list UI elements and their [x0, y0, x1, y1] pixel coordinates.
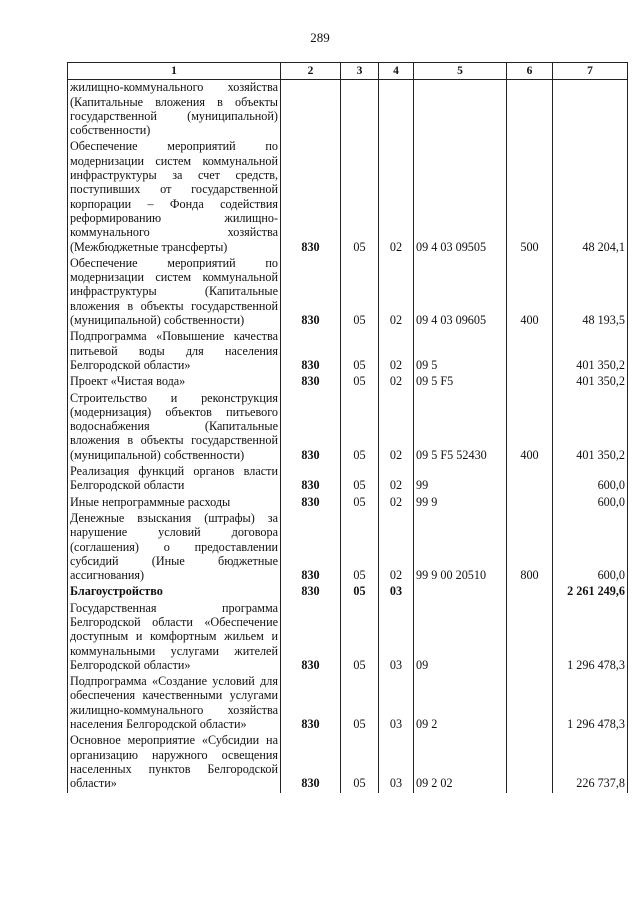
header-col-2: 2: [281, 63, 341, 80]
row-subsection-cell: 02: [379, 391, 414, 464]
header-col-4: 4: [379, 63, 414, 80]
row-amount-cell: 401 350,2: [553, 329, 628, 374]
row-admin-code-cell: 830: [281, 601, 341, 674]
row-subsection-cell: 03: [379, 584, 414, 600]
row-target-article-cell: 09 2 02: [414, 733, 507, 792]
row-section-cell: 05: [341, 139, 379, 255]
budget-table: [67, 62, 628, 793]
row-name-cell: Подпрограмма «Создание условий для обеспечения качественными услугами жилищно-коммунального хозяйства населения Белгородской области»: [68, 674, 281, 733]
row-section-cell: 05: [341, 256, 379, 329]
row-expense-type-cell: 400: [507, 256, 553, 329]
row-amount-cell: 600,0: [553, 511, 628, 584]
row-amount-cell: 600,0: [553, 464, 628, 495]
row-admin-code-cell: 830: [281, 495, 341, 511]
table-row: [68, 80, 628, 140]
row-target-article-cell: 09 4 03 09605: [414, 256, 507, 329]
row-expense-type-cell: [507, 80, 553, 140]
row-admin-code-cell: 830: [281, 733, 341, 792]
header-row: [68, 63, 628, 80]
row-name-cell: Подпрограмма «Повышение качества питьевой воды для населения Белгородской области»: [68, 329, 281, 374]
row-target-article-cell: 09 5 F5: [414, 374, 507, 390]
table-row: [68, 495, 628, 511]
row-subsection-cell: 03: [379, 733, 414, 792]
row-name-cell: Основное мероприятие «Субсидии на организацию наружного освещения населенных пунктов Белгородской области»: [68, 733, 281, 792]
row-subsection-cell: 02: [379, 256, 414, 329]
row-admin-code-cell: 830: [281, 674, 341, 733]
table-row: [68, 511, 628, 584]
table-row: [68, 674, 628, 733]
row-expense-type-cell: [507, 601, 553, 674]
row-amount-cell: 401 350,2: [553, 391, 628, 464]
table-row: [68, 391, 628, 464]
header-col-7: 7: [553, 63, 628, 80]
row-amount-cell: 2 261 249,6: [553, 584, 628, 600]
row-admin-code-cell: [281, 80, 341, 140]
row-admin-code-cell: 830: [281, 464, 341, 495]
row-admin-code-cell: 830: [281, 329, 341, 374]
table-row: [68, 139, 628, 255]
row-amount-cell: 600,0: [553, 495, 628, 511]
header-col-1: 1: [68, 63, 281, 80]
row-section-cell: 05: [341, 733, 379, 792]
row-section-cell: [341, 80, 379, 140]
row-subsection-cell: 02: [379, 329, 414, 374]
row-target-article-cell: 09 5: [414, 329, 507, 374]
table-row: [68, 733, 628, 792]
row-subsection-cell: 02: [379, 374, 414, 390]
row-section-cell: 05: [341, 374, 379, 390]
row-section-cell: 05: [341, 495, 379, 511]
row-expense-type-cell: 400: [507, 391, 553, 464]
row-subsection-cell: [379, 80, 414, 140]
row-expense-type-cell: 500: [507, 139, 553, 255]
row-name-cell: Реализация функций органов власти Белгородской области: [68, 464, 281, 495]
table-row: [68, 256, 628, 329]
row-section-cell: 05: [341, 674, 379, 733]
row-amount-cell: 48 204,1: [553, 139, 628, 255]
row-target-article-cell: 09 2: [414, 674, 507, 733]
header-col-5: 5: [414, 63, 507, 80]
row-target-article-cell: 99: [414, 464, 507, 495]
row-subsection-cell: 03: [379, 674, 414, 733]
row-name-cell: Обеспечение мероприятий по модернизации систем коммунальной инфраструктуры за счет средств, поступивших от государственной корпорации – Фонда содействия реформированию жилищно-коммунального хозяйства (Межбюджетные трансферты): [68, 139, 281, 255]
row-amount-cell: 226 737,8: [553, 733, 628, 792]
row-amount-cell: 1 296 478,3: [553, 674, 628, 733]
table-row: [68, 584, 628, 600]
row-name-cell: жилищно-коммунального хозяйства (Капитальные вложения в объекты государственной (муниципальной) собственности): [68, 80, 281, 140]
row-section-cell: 05: [341, 601, 379, 674]
row-admin-code-cell: 830: [281, 584, 341, 600]
row-subsection-cell: 02: [379, 464, 414, 495]
row-section-cell: 05: [341, 511, 379, 584]
header-col-3: 3: [341, 63, 379, 80]
row-amount-cell: 401 350,2: [553, 374, 628, 390]
row-target-article-cell: 99 9 00 20510: [414, 511, 507, 584]
row-subsection-cell: 03: [379, 601, 414, 674]
row-amount-cell: [553, 80, 628, 140]
page-number: 289: [310, 30, 330, 45]
row-admin-code-cell: 830: [281, 256, 341, 329]
row-name-cell: Обеспечение мероприятий по модернизации систем коммунальной инфраструктуры (Капитальные вложения в объекты государственной (муниципальной) собственности): [68, 256, 281, 329]
row-subsection-cell: 02: [379, 511, 414, 584]
row-expense-type-cell: [507, 674, 553, 733]
row-admin-code-cell: 830: [281, 139, 341, 255]
row-name-cell: Иные непрограммные расходы: [68, 495, 281, 511]
row-target-article-cell: 99 9: [414, 495, 507, 511]
row-expense-type-cell: [507, 495, 553, 511]
row-name-cell: Государственная программа Белгородской области «Обеспечение доступным и комфортным жильем и коммунальными услугами жителей Белгородской области»: [68, 601, 281, 674]
row-admin-code-cell: 830: [281, 374, 341, 390]
row-name-cell: Денежные взыскания (штрафы) за нарушение условий договора (соглашения) о предоставлении субсидий (Иные бюджетные ассигнования): [68, 511, 281, 584]
row-expense-type-cell: [507, 733, 553, 792]
row-target-article-cell: 09 5 F5 52430: [414, 391, 507, 464]
row-expense-type-cell: [507, 584, 553, 600]
row-name-cell: Проект «Чистая вода»: [68, 374, 281, 390]
row-target-article-cell: [414, 584, 507, 600]
row-section-cell: 05: [341, 584, 379, 600]
row-subsection-cell: 02: [379, 139, 414, 255]
row-section-cell: 05: [341, 391, 379, 464]
row-name-cell: Строительство и реконструкция (модернизация) объектов питьевого водоснабжения (Капитальные вложения в объекты государственной (муниципальной) собственности): [68, 391, 281, 464]
row-admin-code-cell: 830: [281, 511, 341, 584]
row-target-article-cell: 09: [414, 601, 507, 674]
table-row: [68, 374, 628, 390]
table-row: [68, 464, 628, 495]
row-subsection-cell: 02: [379, 495, 414, 511]
row-section-cell: 05: [341, 329, 379, 374]
row-expense-type-cell: [507, 329, 553, 374]
row-expense-type-cell: [507, 464, 553, 495]
table-row: [68, 329, 628, 374]
row-target-article-cell: [414, 80, 507, 140]
row-section-cell: 05: [341, 464, 379, 495]
row-expense-type-cell: 800: [507, 511, 553, 584]
header-col-6: 6: [507, 63, 553, 80]
row-name-cell: Благоустройство: [68, 584, 281, 600]
row-amount-cell: 48 193,5: [553, 256, 628, 329]
row-expense-type-cell: [507, 374, 553, 390]
row-admin-code-cell: 830: [281, 391, 341, 464]
row-amount-cell: 1 296 478,3: [553, 601, 628, 674]
row-target-article-cell: 09 4 03 09505: [414, 139, 507, 255]
table-row: [68, 601, 628, 674]
